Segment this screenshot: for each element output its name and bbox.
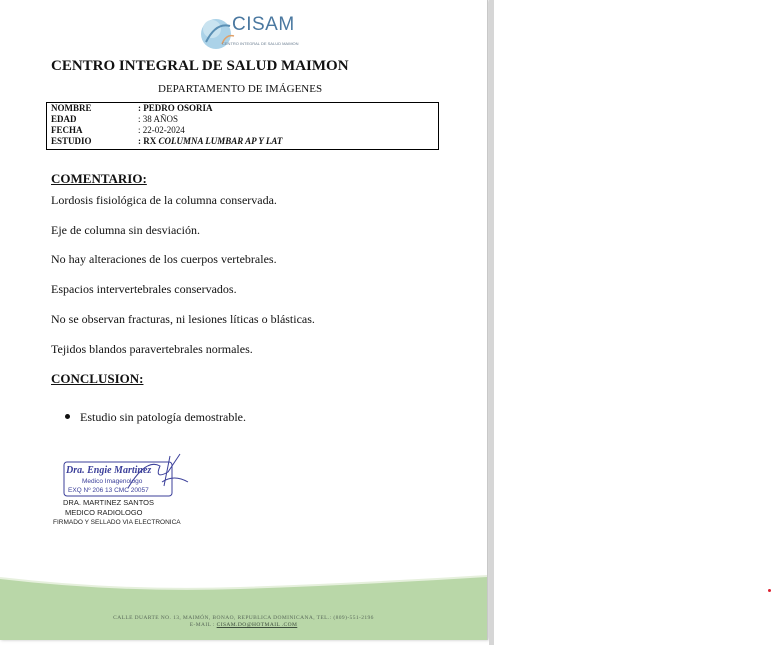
signature-stamp — [58, 452, 194, 500]
comment-line: No hay alteraciones de los cuerpos vertebrales. — [51, 252, 277, 266]
conclusion-item: Estudio sin patología demostrable. — [80, 410, 246, 424]
signer-name: DRA. MARTINEZ SANTOS — [63, 498, 154, 507]
signer-role: MEDICO RADIOLOGO — [65, 508, 143, 517]
comment-line: Espacios intervertebrales conservados. — [51, 282, 237, 296]
signer-block — [63, 498, 154, 518]
patient-info-box — [46, 102, 439, 150]
department-label: DEPARTAMENTO DE IMÁGENES — [158, 83, 323, 95]
page-gutter — [489, 0, 494, 645]
stamp-exq: EXQ Nº 206 13 CMC 20057 — [68, 487, 149, 494]
comment-line: No se observan fracturas, ni lesiones líticas o blásticas. — [51, 312, 315, 326]
study-value — [138, 136, 282, 147]
age-label: EDAD — [51, 114, 77, 124]
comment-heading: COMENTARIO: — [51, 171, 147, 186]
conclusion-heading: CONCLUSION: — [51, 371, 144, 386]
stamp-name: Dra. Engie Martinez — [66, 465, 152, 476]
signature-note: FIRMADO Y SELLADO VIA ELECTRONICA — [53, 519, 181, 526]
date-value: : 22-02-2024 — [138, 125, 185, 135]
footer-address: CALLE DUARTE NO. 13, MAIMÓN, BONAO, REPUBLICA DOMINICANA, TEL.: (809)-551-2196 — [113, 615, 374, 621]
study-prefix: : RX — [138, 136, 159, 146]
bullet-icon — [65, 414, 70, 419]
name-label: NOMBRE — [51, 103, 92, 113]
comment-line: Eje de columna sin desviación. — [51, 223, 200, 237]
date-label: FECHA — [51, 125, 83, 135]
logo-subtitle: CENTRO INTEGRAL DE SALUD MAIMON — [222, 41, 299, 46]
footer-wave — [0, 570, 487, 640]
study-name: COLUMNA LUMBAR AP Y LAT — [158, 136, 283, 146]
logo-text: CISAM — [232, 14, 295, 35]
comment-line: Tejidos blandos paravertebrales normales. — [51, 342, 253, 356]
name-value: : PEDRO OSORIA — [138, 103, 213, 113]
email-link[interactable]: CISAM.DO@HOTMAIL .COM — [216, 622, 298, 628]
age-value: : 38 AÑOS — [138, 114, 179, 124]
stamp-title: Medico Imagenologo — [82, 478, 143, 485]
study-label: ESTUDIO — [51, 136, 92, 146]
email-label: E-MAIL : — [189, 622, 217, 628]
document-title: CENTRO INTEGRAL DE SALUD MAIMON — [51, 58, 349, 74]
marker-dot — [768, 589, 771, 592]
comment-line: Lordosis fisiológica de la columna conservada. — [51, 193, 277, 207]
footer-email — [0, 622, 487, 628]
